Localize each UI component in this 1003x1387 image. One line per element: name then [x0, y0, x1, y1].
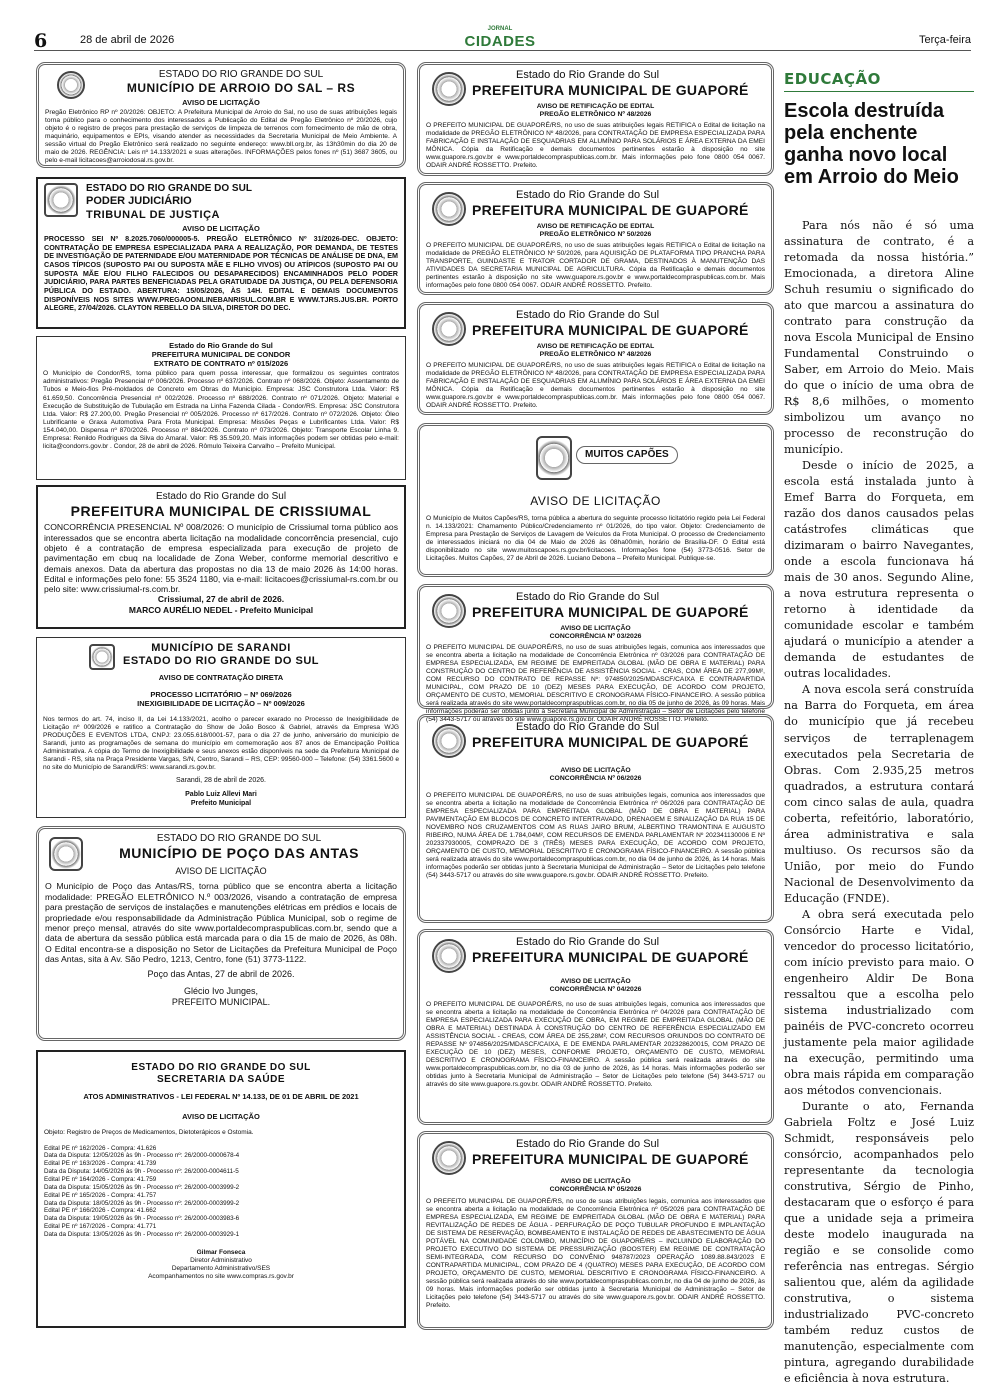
capoes-title: AVISO DE LICITAÇÃO — [530, 494, 661, 508]
guapore-state: Estado do Rio Grande do Sul — [516, 309, 660, 321]
guapore-notice: AVISO DE LICITAÇÃO — [560, 1178, 631, 1185]
guapore-seal-icon — [432, 72, 466, 106]
guapore-sub: PREGÃO ELETRÔNICO Nº 48/2026 — [539, 351, 652, 359]
saude-object: Objeto: Registro de Preços de Medicamentos, Dietoterápicos e Ostomia. — [44, 1128, 254, 1136]
tj-body: PROCESSO SEI Nº 8.2025.7060/000005-5. PREGÃO ELETRÔNICO Nº 31/2026-DEC. OBJETO: CONTRATAÇÃO DE EMPRESA ESPECIALIZADA PARA A REALIZAÇÃO, POR DEMANDA, DE TESTES DE INVESTIGAÇÃO DE PATERNIDADE E/OU MATERNIDADE POR TÉCNICAS DE ANÁLISE DE DNA, EM CASOS TÍPICOS (SUPOSTO PAI OU SUPOSTA MÃE E FILHO VIVOS) OU ATÍPICOS (SUPOSTO PAI OU SUPOSTA MÃE E/OU FILHO FALECIDOS OU DESAPARECIDOS) ENCAMINHADOS PELO PODER JUDICIÁRIO, PARA PARTES BENEFICIADAS PELA GRATUIDADE DA JUSTIÇA, OU PELA DEFENSORIA PÚBLICA DO ESTADO. ABERTURA: 15/05/2026, ÀS 14H. EDITAL E DEMAIS DOCUMENTOS DISPONÍVEIS NOS SITES WWW.PREGAOONLINEBANRISUL.COM.BR E WWW.TJRS.JUS.BR. PORTO ALEGRE, 27/04/2026. CLAYTON REBELLO DA SILVA, DIRETOR DO DEC. — [44, 234, 398, 313]
sarandi-line1: MUNICÍPIO DE SARANDI — [151, 642, 291, 654]
guapore-state: Estado do Rio Grande do Sul — [516, 936, 660, 948]
ad-arroio-do-sal — [36, 62, 406, 168]
guapore-state: Estado do Rio Grande do Sul — [516, 1138, 660, 1150]
guapore-sub: PREGÃO ELETRÔNICO Nº 50/2026 — [539, 231, 652, 239]
ad-tribunal — [36, 177, 406, 329]
poco-title: MUNICÍPIO DE POÇO DAS ANTAS — [119, 845, 359, 862]
list-item: Edital PE nº 165/2026 - Compra: 41.757 — [44, 1191, 157, 1199]
guapore-seal-icon — [432, 939, 466, 973]
guapore-title: PREFEITURA MUNICIPAL DE GUAPORÉ — [472, 322, 749, 338]
guapore-body: O PREFEITO MUNICIPAL DE GUAPORÉ/RS, no uso de suas atribuições legais, comunica aos interessados que se encontra aberta a licitação na modalidade de Concorrência Eletrônica nº 06/2026 para CONTRATAÇÃO DE EMPRESA ESPECIALIZADA PARA EMPREITADA GLOBAL (MÃO DE OBRA E MATERIAL) PARA PAVIMENTAÇÃO EM BLOCOS DE CONCRETO INTERTRAVADO, DRENAGEM E SINALIZAÇÃO DA RUA 15 DE NOVEMBRO NOS CRUZAMENTOS COM AS RUAS JAIRO BRUM, ALBERTINO TRAMONTINA E AUGUSTO RIBEIRO, NUMA ÁREA DE 1.784,04M², COM RECURSOS DE EMENDA PARLAMENTAR Nº 202341130006 E Nº 202337930005, COMPRAZO DE 3 (TRÊS) MESES PARA EXECUÇÃO, DE ACORDO COM PROJETO, ORÇAMENTO DE CUSTO, MEMORIAL DESCRITIVO E CRONOGRAMA FÍSICO-FINANCEIRO. A sessão pública será realizada através do site www.portaldecompraspublicas.com.br, no dia 04 de junho de 2026, às 14 horas. Mais informações poderão ser obtidas junto à Secretaria Municipal de Administração – Setor de Licitações pelo telefone (54) 3443-5717 ou através do site www.guapore.rs.gov.br. ODAIR ANDRÉ ROSSETTO. Prefeito. — [426, 791, 765, 879]
ad-title: MUNICÍPIO DE ARROIO DO SAL – RS — [126, 81, 356, 96]
journal-label: JORNAL — [487, 26, 513, 32]
arroio-seal-icon — [57, 71, 85, 99]
guapore-notice: AVISO DE LICITAÇÃO — [560, 767, 631, 774]
sarandi-proc: PROCESSO LICITATÓRIO – Nº 069/2026 — [150, 689, 292, 699]
saude-line1: ESTADO DO RIO GRANDE DO SUL — [131, 1062, 311, 1073]
condor-notice: EXTRATO DE CONTRATO nº 015/2026 — [153, 359, 289, 369]
sarandi-line2: ESTADO DO RIO GRANDE DO SUL — [122, 655, 320, 668]
guapore-body: O PREFEITO MUNICIPAL DE GUAPORÉ/RS, no uso de suas atribuições legais RETIFICA o Edital de licitação na modalidade de PREGÃO ELETRÔNICO Nº 48/2026, para CONTRATAÇÃO DE EMPRESA ESPECIALIZADA PARA FABRICAÇÃO E INSTALAÇÃO DE ESQUADRIAS EM ALUMÍNIO PARA SOLÁRIOS E ÁREA EXTERNA DA EMEI MÔNICA. Cópia da Retificação e demais documentos pertinentes estarão à disposição no site www.guapore.rs.gov.br e www.portaldecompraspublicas.com.br. Mais informações pelo fone 0800 054 0067. ODAIR ANDRÉ ROSSETTO. Prefeito. — [426, 121, 765, 169]
sarandi-sign1: Pablo Luiz Allevi Mari — [185, 790, 257, 798]
ad-guapore-4 — [417, 584, 774, 723]
saude-line2: SECRETARIA DA SAÚDE — [156, 1074, 286, 1086]
guapore-state: Estado do Rio Grande do Sul — [516, 69, 660, 81]
guapore-notice: AVISO DE RETIFICAÇÃO DE EDITAL — [536, 343, 655, 350]
guapore-sub: CONCORRÊNCIA Nº 04/2026 — [549, 986, 642, 994]
guapore-seal-icon — [432, 594, 466, 628]
weekday: Terça-feira — [919, 34, 971, 46]
guapore-title: PREFEITURA MUNICIPAL DE GUAPORÉ — [472, 604, 749, 620]
sarandi-seal-icon — [89, 644, 115, 670]
condor-body: O Município de Condor/RS, torna público para quem possa interessar, que formalizou os seguintes contratos administrativos: Pregão Presencial nº 006/2026. Processo nº 637/2026. Contrato nº 068/2026. Objeto: Assentamento de Tubos e Meio-fios Pré-moldados de Concreto em Obras do Município. Empresa: JSC Construtora Ltda. Valor: R$ 61.659,50. Concorrência Presencial nº 002/2026. Processo nº 688/2026. Contrato nº 071/2026. Objeto: Material e Execução de Substituição de Tubulação em Estrada na Linha Fazenda Cilada - Condor/RS. Empresa: JSC Construtora Ltda. Valor: R$ 27.200,00. Pregão Presencial nº 005/2026. Processo nº 617/2026. Contrato nº 072/2026. Objeto: Óleo Lubrificante e Graxa Automotiva Para Frota Municipal. Empresa: Missões Peças e Lubrificantes Ltda. Valor: R$ 154.040,00. Dispensa nº 870/2026. Processo nº 884/2026. Contrato nº 073/2026. Objeto: Transporte Escolar Linha 9. Empresa: Renildo Rodrigues da Silva do Amaral. Valor: R$ 35.509,20. Mais informações podem ser obtidas pelo e-mail: licita@condorrs.gov.br . Condor, 28 de abril de 2026. Rômulo Teixeira Carvalho – Prefeito Municipal. — [43, 370, 399, 450]
ad-guapore-3 — [417, 302, 774, 415]
saude-notice: AVISO DE LICITAÇÃO — [182, 1111, 260, 1121]
page-number: 6 — [34, 30, 48, 52]
sarandi-sign2: Prefeito Municipal — [190, 799, 252, 807]
guapore-title: PREFEITURA MUNICIPAL DE GUAPORÉ — [472, 202, 749, 218]
sarandi-notice: AVISO DE CONTRATAÇÃO DIRETA — [158, 672, 284, 682]
guapore-seal-icon — [432, 1141, 466, 1175]
guapore-state: Estado do Rio Grande do Sul — [516, 591, 660, 603]
ad-guapore-2 — [417, 182, 774, 295]
condor-state: Estado do Rio Grande do Sul — [169, 341, 273, 350]
guapore-body: O PREFEITO MUNICIPAL DE GUAPORÉ/RS, no uso de suas atribuições legais RETIFICA o Edital de licitação na modalidade de PREGÃO ELETRÔNICO Nº 50/2026, para AQUISIÇÃO DE PLATAFORMA TIPO PRANCHA PARA TRANSPORTE, GUINDASTE E TRATOR CORTADOR DE GRAMA, DESTINADOS À MANUTENÇÃO DAS ATIVIDADES DA SECRETARIA MUNICIPAL DE AGRICULTURA. Cópia da Retificação e demais documentos pertinentes estarão à disposição no site www.guapore.rs.gov.br e www.portaldecompraspublicas.com.br. Mais informações pelo fone 0800 054 0067. ODAIR ANDRÉ ROSSETTO. Prefeito. — [426, 241, 765, 289]
list-item: Edital PE nº 163/2026 - Compra: 41.739 — [44, 1160, 157, 1168]
poco-body: O Município de Poço das Antas/RS, torna público que se encontra aberta a licitação modalidade: PREGÃO ELETRÔNICO N.º 003/2026, visando a contratação de empresa para prestação de serviços de instalações e manutenções elétricas em prédios e locais de propriedade e/ou responsabilidade da Administração Pública Municipal, sob o regime de menor preço mensal, através do site www.portaldecompraspublicas.com.br, sendo que a data de abertura da sessão pública está marcada para o dia 15 de maio de 2026, às 08h. O Edital encontra-se a disposição no Setor de Licitações da Prefeitura Municipal de Poço das Antas, sita à Av. São Pedro, 1213, Centro, fone (51) 3773-1122. — [45, 881, 397, 965]
saude-site: Acompanhamentos no site www.compras.rs.gov.br — [148, 1272, 294, 1280]
ad-poco-das-antas — [36, 826, 406, 1041]
guapore-notice: AVISO DE LICITAÇÃO — [560, 625, 631, 632]
ad-guapore-1 — [417, 62, 774, 176]
poco-notice: AVISO DE LICITAÇÃO — [175, 866, 267, 877]
ad-body: Pregão Eletrônico RP nº 20/2026: OBJETO: A Prefeitura Municipal de Arroio do Sal, no uso de suas atribuições legais torna público para o conhecimento dos interessados a Publicação do Edital de Pregão Eletrônico nº 20/2026, cujo objeto é o registro de preços para prestação de serviços de limpeza de terrenos com fornecimento de mão de obra, maquinário, equipamentos e EPIs, visando atender as necessidades da Secretaria Municipal de Meio Ambiente. A sessão virtual do Pregão Eletrônico será realizado no seguinte endereço: www.bll.org.br, às 13h30min do dia 20 de maio de 2026. REGÊNCIA: Leis nº 14.133/2021 e suas alterações. INFORMAÇÕES pelos fones nº (51) 3687 3605, ou pelo e-mail licitacoes@arroiodosal.rs.gov.br. — [45, 108, 397, 165]
ad-muitos-capoes — [417, 423, 774, 577]
guapore-body: O PREFEITO MUNICIPAL DE GUAPORÉ/RS, no uso de suas atribuições legais, comunica aos interessados que se encontra aberta a licitação na modalidade de Concorrência Eletrônica nº 04/2026 para CONTRATAÇÃO DE EMPRESA ESPECIALIZADA PARA EXECUÇÃO DE OBRA, EM REGIME DE EMPREITADA GLOBAL (MÃO DE OBRA E MATERIAL) DESTINADA À CONSTRUÇÃO DO CENTRO DE REFERÊNCIA ESPECIALIZADO EM ASSISTÊNCIA SOCIAL - CREAS, COM ÁREA DE 255,28M², COM RECURSOS ORIUNDOS DO CONTRATO DE REPASSE Nº 974856/2025/MDASCF/CAIXA, E DE EMENDA PARLAMENTAR 202328620015, COM PRAZO DE EXECUÇÃO DE 10 (DEZ) MESES, CONFORME PROJETO, ORÇAMENTO DE CUSTO, MEMORIAL DESCRITIVO E CRONOGRAMA FÍSICO-FINANCEIRO. A sessão pública será realizada através do site www.portaldecompraspublicas.com.br, no dia 03 de junho de 2026, às 14 horas. Mais informações poderão ser obtidas junto à Secretaria Municipal de Administração – Setor de Licitações pelo telefone (54) 3443-5717 ou através do site www.guapore.rs.gov.br. ODAIR ANDRÉ ROSSETTO. Prefeito. — [426, 1000, 765, 1088]
guapore-body: O PREFEITO MUNICIPAL DE GUAPORÉ/RS, no uso de suas atribuições legais, comunica aos interessados que se encontra aberta a licitação na modalidade de Concorrência Eletrônica nº 05/2026 para CONTRATAÇÃO DE EMPRESA ESPECIALIZADA, EM REGIME DE EMPREITADA GLOBAL (MÃO DE OBRA E MATERIAL) PARA REVITALIZAÇÃO DE REDES DE ÁGUA - PERFURAÇÃO DE POÇO TUBULAR PROFUNDO E IMPLANTAÇÃO DE SISTEMA DE RESERVAÇÃO, BOMBEAMENTO E INSTALAÇÃO DE REDES DE ABASTECIMENTO DE ÁGUA POTÁVEL NA COMUNIDADE COLOMBO, MUNICÍPIO DE GUAPORÉ/RS – INCLUINDO ELABORAÇÃO DO PROJETO EXECUTIVO DO SISTEMA DE PRESSURIZAÇÃO (BOOSTER) EM REGIME DE CONTRATAÇÃO SEMI-INTEGRADA, COM RECURSO DO CONVÊNIO 948787/2023 OPERAÇÃO 1089.88.843/2023 E CONTRAPARTIDA MUNICIPAL, COM PRAZO DE 4 (QUATRO) MESES PARA EXECUÇÃO, DE ACORDO COM PROJETO, ORÇAMENTO DE CUSTO, MEMORIAL DESCRITIVO E CRONOGRAMA FÍSICO-FINANCEIRO. A sessão pública será realizada através do site www.portaldecompraspublicas.com.br, no dia 04 de junho de 2026, às 09 horas. Mais informações poderão ser obtidas junto à Secretaria Municipal de Administração – Setor de Licitações pelo telefone (54) 3443-5717 ou através do site www.guapore.rs.gov.br. ODAIR ANDRÉ ROSSETTO. Prefeito. — [426, 1197, 765, 1309]
condor-title: PREFEITURA MUNICIPAL DE CONDOR — [151, 350, 291, 360]
crissiumal-body: CONCORRÊNCIA PRESENCIAL Nº 008/2026: O município de Crissiumal torna público aos interessados que se encontra aberta licitação na modalidade concorrência presencial, cujo objeto é a contratação de empresa especializada para execução de projeto de pavimentação em cbuq na localidade de Zona Weber, conforme memorial descritivo e demais anexos. Data da abertura das propostas no dia 13 de maio 2026 às 14:00 horas. Edital e informações pelo fone: 55 3524 1180, via e-mail: licitacoes@crissiumal-rs.com.br ou pelo site: www.crissiumal-rs.com.br. — [44, 522, 398, 595]
tj-line1: ESTADO DO RIO GRANDE DO SUL — [86, 183, 252, 194]
article — [784, 70, 974, 1387]
list-item: Data da Disputa: 12/05/2026 às 9h - Processo nº: 26/2000-0000678-4 — [44, 1152, 240, 1160]
guapore-body: O PREFEITO MUNICIPAL DE GUAPORÉ/RS, no uso de suas atribuições legais, comunica aos interessados que se encontra aberta a licitação na modalidade de Concorrência Eletrônica nº 03/2026 para CONTRATAÇÃO DE EMPRESA ESPECIALIZADA, EM REGIME DE EMPREITADA GLOBAL (MÃO DE OBRA E MATERIAL) PARA CONSTRUÇÃO DO CENTRO DE REFERÊNCIA DE ASSISTÊNCIA SOCIAL - CRAS, COM ÁREA DE 277,99M², COM RECURSO DO CONTRATO DE REPASSE Nº: 974850/2025/MDASCF/CAIXA E CONTRAPARTIDA MUNICIPAL, COM PRAZO DE 10 (DEZ) MESES PARA EXECUÇÃO, DE ACORDO COM PROJETO, ORÇAMENTO DE CUSTO, MEMORIAL DESCRITIVO E CRONOGRAMA FÍSICO-FINANCEIRO. A sessão pública será realizada através do site www.portaldecompraspublicas.com.br, no dia 05 de junho de 2026, às 09 horas. Mais informações poderão ser obtidas junto à Secretaria Municipal de Administração – Setor de Licitações pelo telefone (54) 3443-5717 ou através do site www.guapore.rs.gov.br. ODAIR ANDRÉ ROSSETTO. Prefeito. — [426, 643, 765, 723]
ad-state: ESTADO DO RIO GRANDE DO SUL — [158, 69, 324, 80]
list-item: Edital PE nº 162/2026 - Compra: 41.626 — [44, 1144, 157, 1152]
section-name: CIDADES — [464, 33, 536, 50]
guapore-sub: PREGÃO ELETRÔNICO Nº 48/2026 — [539, 111, 652, 119]
guapore-body: O PREFEITO MUNICIPAL DE GUAPORÉ/RS, no uso de suas atribuições legais RETIFICA o Edital de licitação na modalidade de PREGÃO ELETRÔNICO Nº 48/2026, para CONTRATAÇÃO DE EMPRESA ESPECIALIZADA PARA FABRICAÇÃO E INSTALAÇÃO DE ESQUADRIAS EM ALUMÍNIO PARA SOLÁRIOS E ÁREA EXTERNA DA EMEI MÔNICA. Cópia da Retificação e demais documentos pertinentes estarão à disposição no site www.guapore.rs.gov.br e www.portaldecompraspublicas.com.br. Mais informações pelo fone 0800 054 0067. ODAIR ANDRÉ ROSSETTO. Prefeito. — [426, 361, 765, 409]
crissiumal-date: Crissiumal, 27 de abril de 2026. — [157, 594, 285, 605]
guapore-sub: CONCORRÊNCIA Nº 06/2026 — [549, 775, 642, 783]
list-item: Edital PE nº 166/2026 - Compra: 41.662 — [44, 1207, 157, 1215]
guapore-title: PREFEITURA MUNICIPAL DE GUAPORÉ — [472, 734, 749, 750]
tj-notice: AVISO DE LICITAÇÃO — [182, 224, 260, 233]
saude-sign3: Departamento Administrativo/SES — [171, 1264, 271, 1272]
article-body — [784, 218, 974, 1387]
article-paragraph: A nova escola será construída na Barra do Forqueta, em área do município que já recebeu serviços de terraplenagem executados pela Secretaria de Obras. Com 2.935,25 metros quadrados, a estrutura contará com cinco salas de aula, quadra coberta, refeitório, laboratório, área administrativa e sala multiuso. Os recursos são da União, por meio do Fundo Nacional de Desenvolvimento da Educação (FNDE). — [784, 683, 974, 905]
list-item: Data da Disputa: 19/05/2026 às 9h - Processo nº: 26/2000-0003983-6 — [44, 1215, 240, 1223]
list-item: Edital PE nº 164/2026 - Compra: 41.759 — [44, 1176, 157, 1184]
ad-secretaria-saude — [36, 1050, 406, 1328]
sarandi-date: Sarandi, 28 de abril de 2026. — [176, 777, 266, 785]
poco-sign1: Glécio Ivo Junges, — [183, 985, 259, 996]
capoes-seal-icon — [536, 436, 572, 480]
guapore-notice: AVISO DE RETIFICAÇÃO DE EDITAL — [536, 223, 655, 230]
page-header — [0, 0, 1003, 54]
article-kicker: EDUCAÇÃO — [784, 70, 974, 92]
article-paragraph: Para nós não é só uma assinatura de contrato, é a retomada da nossa história.” Emocionada, a diretora Aline Schuh resumiu o significado do ato que marcou a assinatura do contrato para construção da nova Escola Municipal de Ensino Fundamental Construindo o Saber, em Arroio do Meio. Mais do que o início de uma obra de R$ 8,6 milhões, o momento simbolizou um avanço no processo de reconstrução do município. — [784, 219, 974, 457]
guapore-title: PREFEITURA MUNICIPAL DE GUAPORÉ — [472, 949, 749, 965]
poco-date: Poço das Antas, 27 de abril de 2026. — [147, 968, 295, 979]
crissiumal-sign: MARCO AURÉLIO NEDEL - Prefeito Municipal — [128, 604, 314, 615]
guapore-notice: AVISO DE RETIFICAÇÃO DE EDITAL — [536, 103, 655, 110]
guapore-seal-icon — [432, 312, 466, 346]
sarandi-inex: INEXIGIBILIDADE DE LICITAÇÃO – Nº 009/2026 — [137, 699, 305, 709]
poco-sign2: PREFEITO MUNICIPAL. — [171, 996, 271, 1007]
capoes-logo — [426, 430, 765, 494]
guapore-title: PREFEITURA MUNICIPAL DE GUAPORÉ — [472, 1151, 749, 1167]
list-item: Edital PE nº 167/2026 - Compra: 41.771 — [44, 1223, 157, 1231]
saude-acts: ATOS ADMINISTRATIVOS - LEI FEDERAL Nº 14.133, DE 01 DE ABRIL DE 2021 — [83, 1092, 359, 1102]
page-date: 28 de abril de 2026 — [80, 34, 175, 46]
list-item: Data da Disputa: 14/05/2026 às 9h - Processo nº: 26/2000-0004611-5 — [44, 1168, 239, 1176]
ad-guapore-5 — [417, 714, 774, 923]
capoes-body: O Município de Muitos Capões/RS, torna pública a abertura do seguinte processo licitatório regido pela Lei Federal n. 14.133/2021: Chamamento Público/Credenciamento nº 01/2026, do tipo valor. Objeto: Credenciamento de Empresa para Prestação de Serviços de Lavagem de Veículos da Frota Municipal. O processo de Credenciamento de interessados iniciará no dia 04 de Maio de 2026 às 08ha00min, horário de Brasília-DF. O Edital está disponibilizado no site www.muitoscapoes.rs.gov.br/licitacoes. Informações fone (54) 3773-0516. Setor de Licitações. Muitos Capões, 27 de Abril de 2026. Luciano Debona – Prefeito Municipal. Publique-se. — [426, 514, 765, 562]
guapore-sub: CONCORRÊNCIA Nº 03/2026 — [549, 633, 642, 641]
article-paragraph: Durante o ato, Fernanda Gabriela Foltz e José Luiz Schmidt, responsáveis pelo consórcio, acompanhados pelo representante da tecnologia construtiva, Sérgio de Pinho, destacaram que o esforço é para que a unidade seja a primeira deste modelo inaugurada na região e se consolide como referência nas entregas. Sérgio salientou que, além da agilidade construtiva, o sistema industrializado PVC-concreto também reduz custos de manutenção, especialmente com pintura, agregando durabilidade e eficiência à nova estrutura. — [784, 1099, 974, 1386]
crissiumal-state: Estado do Rio Grande do Sul — [155, 491, 287, 502]
capoes-logo-text: MUITOS CAPÕES — [576, 446, 678, 464]
list-item: Data da Disputa: 15/05/2026 às 9h - Processo nº: 26/2000-0003999-2 — [44, 1183, 240, 1191]
guapore-state: Estado do Rio Grande do Sul — [516, 721, 660, 733]
ad-guapore-7 — [417, 1131, 774, 1330]
guapore-state: Estado do Rio Grande do Sul — [516, 189, 660, 201]
guapore-sub: CONCORRÊNCIA Nº 05/2026 — [549, 1186, 642, 1194]
article-headline: Escola destruída pela enchente ganha novo local em Arroio do Meio — [784, 100, 959, 188]
list-item: Data da Disputa: 18/05/2026 às 9h - Processo nº: 26/2000-0003999-2 — [44, 1199, 240, 1207]
header-rule — [34, 50, 971, 51]
crissiumal-title: PREFEITURA MUNICIPAL DE CRISSIUMAL — [70, 503, 372, 520]
article-paragraph: A obra será executada pelo Consórcio Harte e Vidal, vencedor do processo licitatório, com início previsto para maio. O engenheiro Aldir De Bona ressaltou que a escolha pelo sistema industrializado com painéis de PVC-concreto ocorreu justamente pela maior agilidade na execução, permitindo uma obra mais rápida em comparação aos métodos convencionais. — [784, 907, 974, 1097]
guapore-seal-icon — [432, 192, 466, 226]
ad-notice: AVISO DE LICITAÇÃO — [182, 97, 260, 107]
sarandi-body: Nos termos do art. 74, inciso II, da Lei 14.133/2021, acolho o parecer exarado no Processo de Inexigibilidade de Licitação nº 009/2026 e ratifico a Contratação do Show de João Bosco & Gabriel, através da Empresa WJG PRODUÇÕES E EVENTOS LTDA, CNPJ: 23.055.618/0001-57, para o dia 27 de junho, aniversário do município de Sarandi, junto as programações de semana do município em comemoração aos 87 anos de Emancipação Política Administrativa. A cópia do Termo de Inexigibilidade e seus anexos estão disponíveis na sede da Prefeitura Municipal de Sarandi - RS, sita na Praça Presidente Vargas, S/N, Centro, Sarandi – RS, CEP: 99560-000 – Telefone: (54) 3361.5600 e no site do Município de Sarandi/RS: www.sarandi.rs.gov.br. — [43, 716, 399, 772]
tj-line3: TRIBUNAL DE JUSTIÇA — [86, 208, 220, 221]
ad-sarandi — [36, 637, 406, 818]
tj-coat-of-arms-icon — [44, 183, 78, 217]
ad-guapore-6 — [417, 929, 774, 1125]
guapore-title: PREFEITURA MUNICIPAL DE GUAPORÉ — [472, 82, 749, 98]
guapore-seal-icon — [432, 724, 466, 758]
list-item: Data da Disputa: 13/05/2026 às 9h - Processo nº: 26/2000-0003929-1 — [44, 1231, 240, 1239]
ad-crissiumal — [36, 485, 406, 629]
guapore-notice: AVISO DE LICITAÇÃO — [560, 978, 631, 985]
article-paragraph: Desde o início de 2025, a escola está instalada junto à Emef Barra do Forqueta, em razão dos danos causados pelas catástrofes climáticas que dizimaram o bairro Navegantes, onde a escola funcionava há mais de 30 anos. Segundo Aline, a nova estrutura representa o retorno à identidade da comunidade escolar e também ajudará o município a atender a demanda de estudantes de outras localidades. — [784, 459, 974, 681]
tj-line2: PODER JUDICIÁRIO — [86, 195, 192, 208]
saude-sign2: Diretor Administrativo — [190, 1256, 252, 1264]
poco-state: ESTADO DO RIO GRANDE DO SUL — [156, 833, 322, 844]
saude-list — [44, 1145, 398, 1239]
poco-seal-icon — [49, 837, 83, 871]
ad-condor — [36, 336, 406, 480]
saude-sign1: Gilmar Fonseca — [196, 1248, 246, 1256]
